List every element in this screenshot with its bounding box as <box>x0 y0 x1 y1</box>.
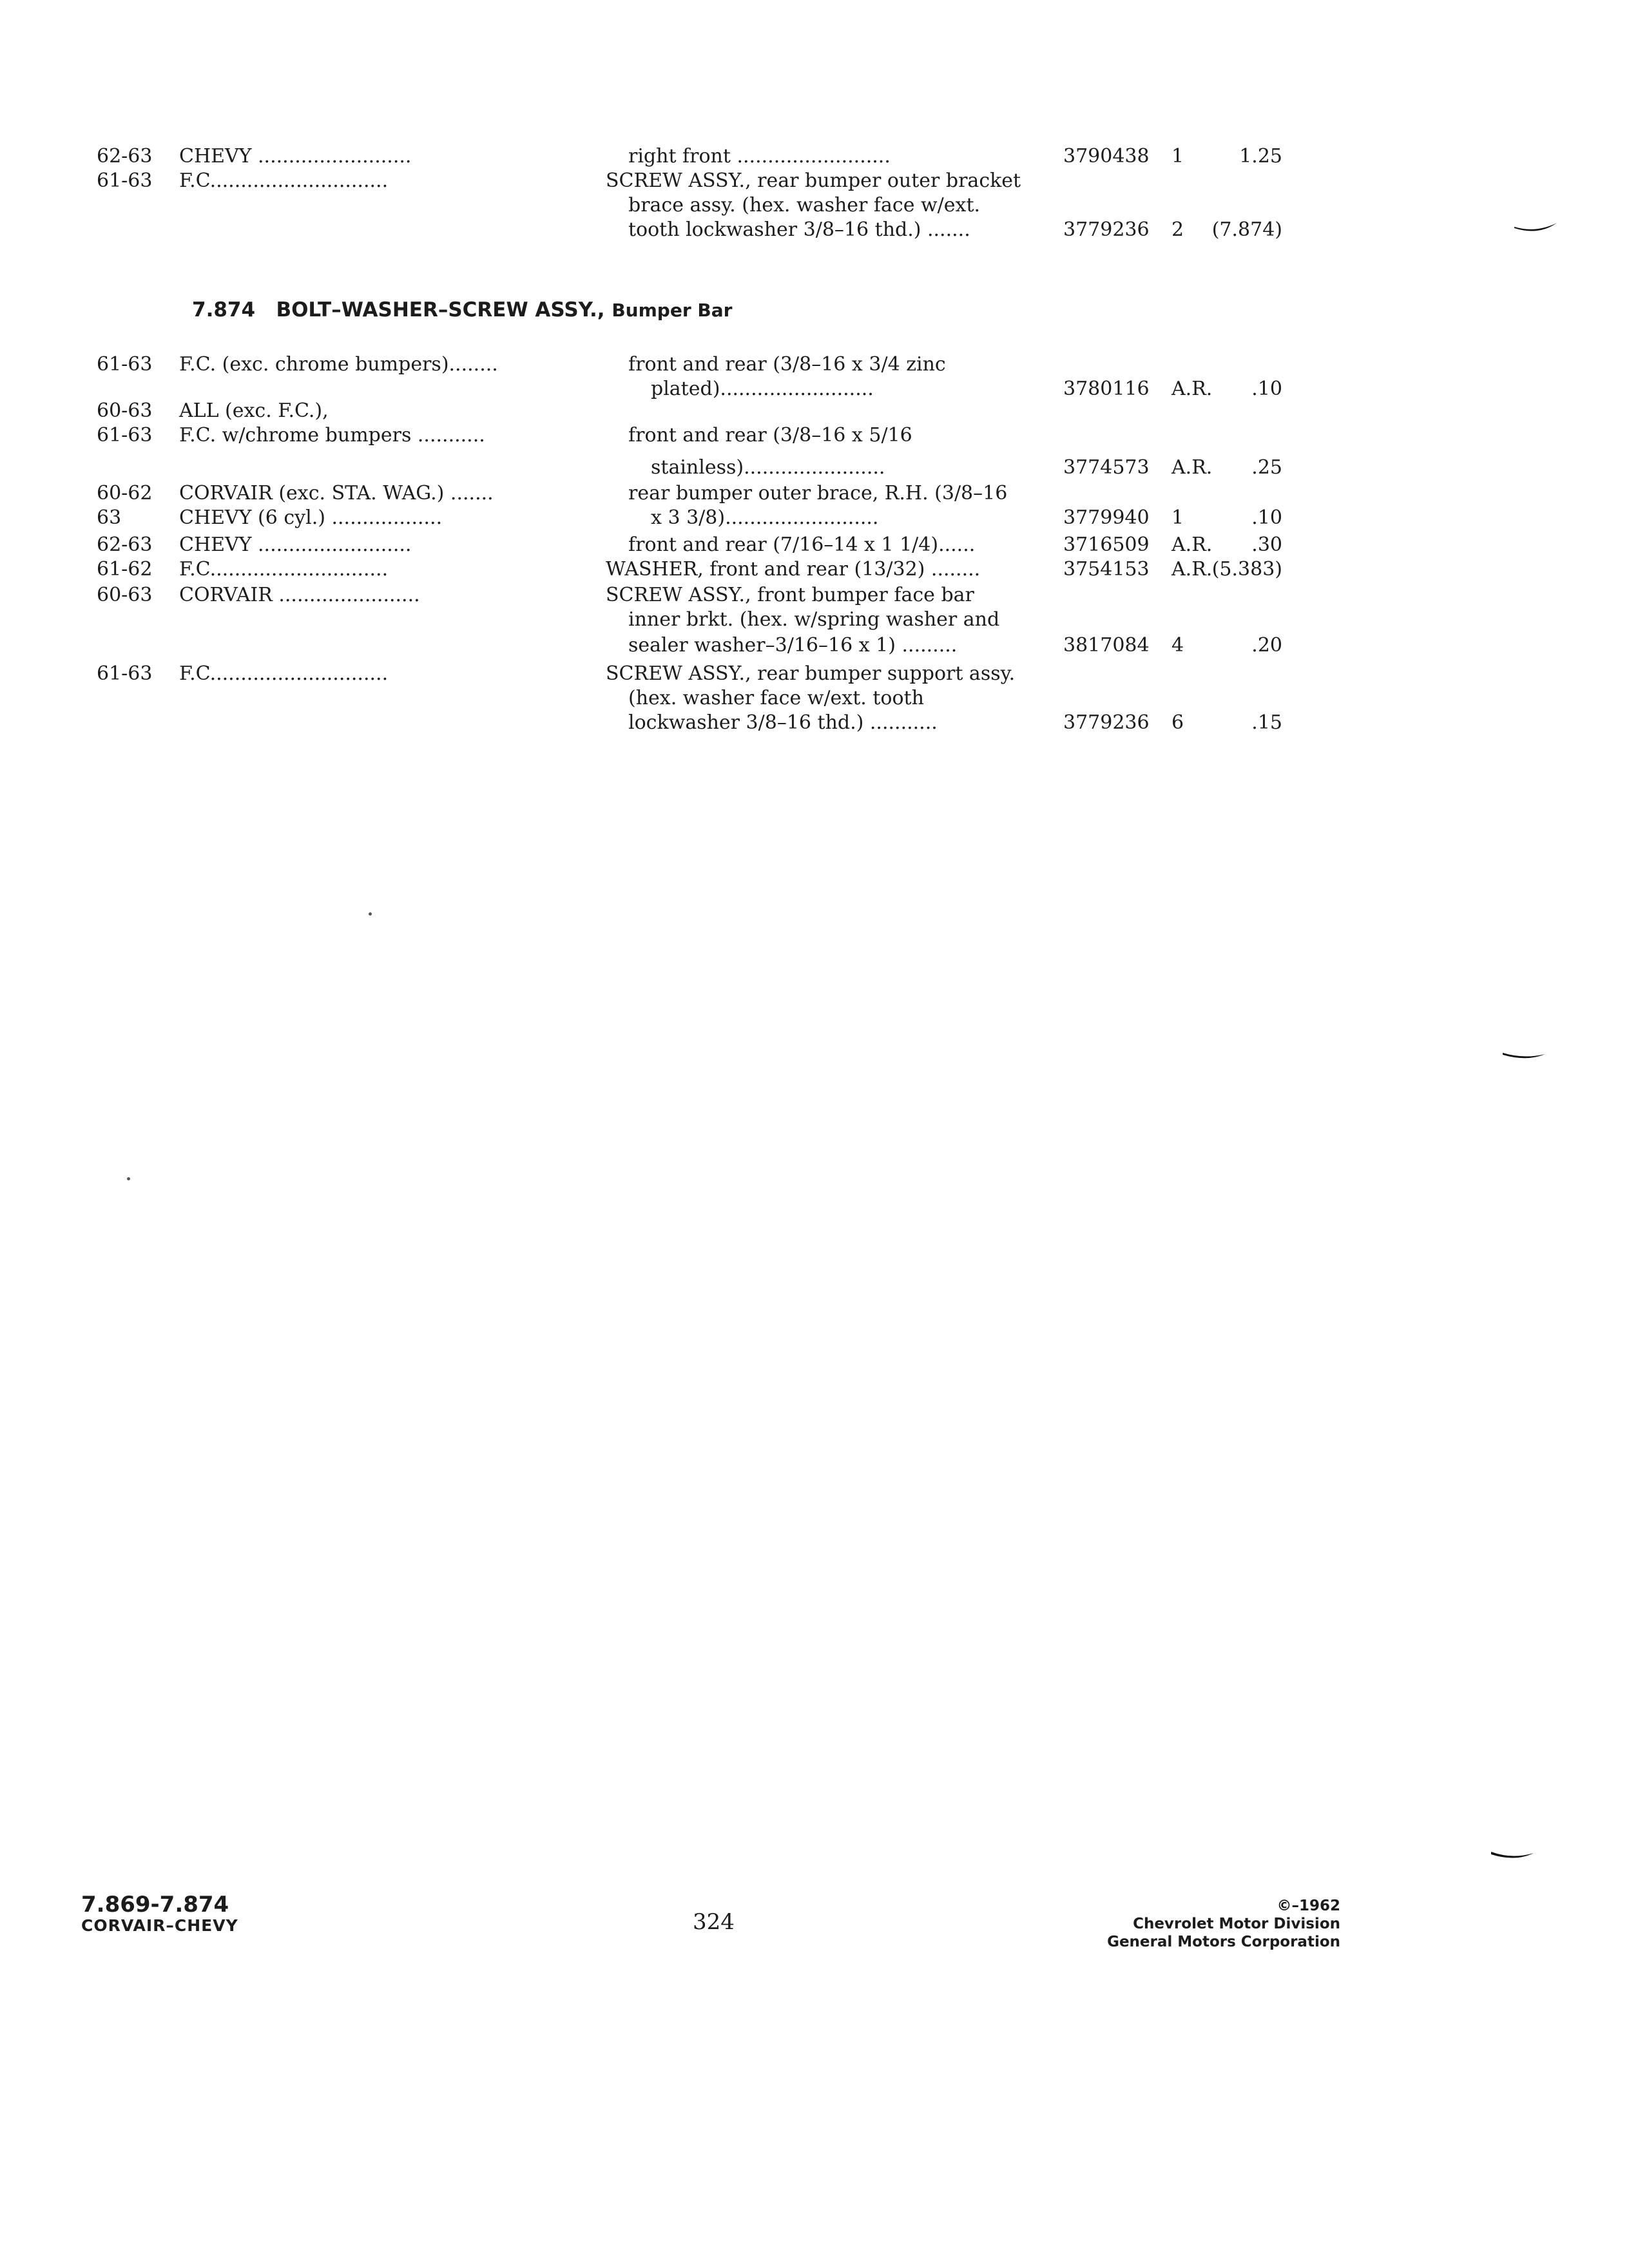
division-name: Chevrolet Motor Division <box>1133 1916 1340 1932</box>
year-range: 61-63 <box>97 662 153 685</box>
part-description: front and rear (3/8–16 x 5/16 <box>628 424 912 447</box>
year-range: 60-62 <box>97 482 153 505</box>
vehicle-application: CHEVY ......................... <box>179 533 412 556</box>
part-description: SCREW ASSY., rear bumper support assy. <box>606 662 1016 685</box>
price: (5.383) <box>1211 558 1282 581</box>
part-number: 3780116 <box>1063 378 1150 400</box>
binder-mark-top <box>1513 219 1558 238</box>
page-number: 324 <box>693 1909 735 1935</box>
year-range: 62-63 <box>97 145 153 168</box>
scan-speck <box>127 1177 130 1180</box>
price: .10 <box>1251 378 1282 400</box>
part-description: sealer washer–3/16–16 x 1) ......... <box>628 634 958 657</box>
price: .15 <box>1251 711 1282 734</box>
quantity: 4 <box>1171 634 1184 657</box>
part-description: SCREW ASSY., rear bumper outer bracket <box>606 169 1021 192</box>
vehicle-application: CHEVY (6 cyl.) .................. <box>179 506 443 529</box>
corporation-name: General Motors Corporation <box>1107 1934 1340 1950</box>
quantity: A.R. <box>1171 558 1213 581</box>
vehicle-application: ALL (exc. F.C.), <box>179 399 329 422</box>
part-description: tooth lockwasher 3/8–16 thd.) ....... <box>628 218 970 241</box>
section-title: BOLT–WASHER–SCREW ASSY., <box>276 298 605 322</box>
section-number: 7.874 <box>192 298 256 322</box>
quantity: 1 <box>1171 506 1184 529</box>
part-description: plated)......................... <box>651 378 874 400</box>
year-range: 61-63 <box>97 353 153 376</box>
price: (7.874) <box>1211 218 1282 241</box>
vehicle-application: F.C. w/chrome bumpers ........... <box>179 424 485 447</box>
part-number: 3716509 <box>1063 533 1150 556</box>
part-description: front and rear (7/16–14 x 1 1/4)...... <box>628 533 976 556</box>
footer-group-range: 7.869-7.874 <box>81 1892 229 1917</box>
part-description: lockwasher 3/8–16 thd.) ........... <box>628 711 938 734</box>
price: .20 <box>1251 634 1282 657</box>
part-description: WASHER, front and rear (13/32) ........ <box>606 558 981 581</box>
copyright-notice: ©–1962 <box>1277 1898 1340 1914</box>
year-range: 63 <box>97 506 122 529</box>
quantity: A.R. <box>1171 533 1213 556</box>
year-range: 60-63 <box>97 584 153 606</box>
year-range: 61-62 <box>97 558 153 581</box>
part-number: 3779940 <box>1063 506 1150 529</box>
vehicle-application: F.C. (exc. chrome bumpers)........ <box>179 353 498 376</box>
price: .10 <box>1251 506 1282 529</box>
price: .25 <box>1251 456 1282 479</box>
vehicle-application: F.C............................. <box>179 558 389 581</box>
vehicle-application: CORVAIR ....................... <box>179 584 420 606</box>
section-heading <box>192 297 732 323</box>
part-number: 3754153 <box>1063 558 1150 581</box>
price: 1.25 <box>1239 145 1282 168</box>
vehicle-application: F.C............................. <box>179 169 389 192</box>
part-number: 3817084 <box>1063 634 1150 657</box>
part-number: 3779236 <box>1063 711 1150 734</box>
footer-group-name: CORVAIR–CHEVY <box>81 1916 238 1935</box>
quantity: A.R. <box>1171 456 1213 479</box>
price: .30 <box>1251 533 1282 556</box>
part-description: rear bumper outer brace, R.H. (3/8–16 <box>628 482 1008 505</box>
quantity: 6 <box>1171 711 1184 734</box>
part-description: brace assy. (hex. washer face w/ext. <box>628 194 981 216</box>
part-description: inner brkt. (hex. w/spring washer and <box>628 608 1000 631</box>
vehicle-application: F.C............................. <box>179 662 389 685</box>
part-description: stainless)....................... <box>651 456 885 479</box>
scan-speck <box>369 912 372 916</box>
part-number: 3774573 <box>1063 456 1150 479</box>
year-range: 60-63 <box>97 399 153 422</box>
year-range: 61-63 <box>97 169 153 192</box>
part-number: 3790438 <box>1063 145 1150 168</box>
footer-publisher <box>1107 1897 1340 1951</box>
quantity: A.R. <box>1171 378 1213 400</box>
year-range: 61-63 <box>97 424 153 447</box>
binder-mark-bottom <box>1490 1849 1535 1865</box>
part-description: SCREW ASSY., front bumper face bar <box>606 584 974 606</box>
vehicle-application: CORVAIR (exc. STA. WAG.) ....... <box>179 482 494 505</box>
quantity: 1 <box>1171 145 1184 168</box>
part-description: front and rear (3/8–16 x 3/4 zinc <box>628 353 946 376</box>
part-description: x 3 3/8)......................... <box>651 506 879 529</box>
quantity: 2 <box>1171 218 1184 241</box>
section-subtitle: Bumper Bar <box>612 300 733 321</box>
part-description: right front ......................... <box>628 145 891 168</box>
part-description: (hex. washer face w/ext. tooth <box>628 687 924 709</box>
vehicle-application: CHEVY ......................... <box>179 145 412 168</box>
part-number: 3779236 <box>1063 218 1150 241</box>
binder-mark-middle <box>1501 1049 1547 1064</box>
year-range: 62-63 <box>97 533 153 556</box>
